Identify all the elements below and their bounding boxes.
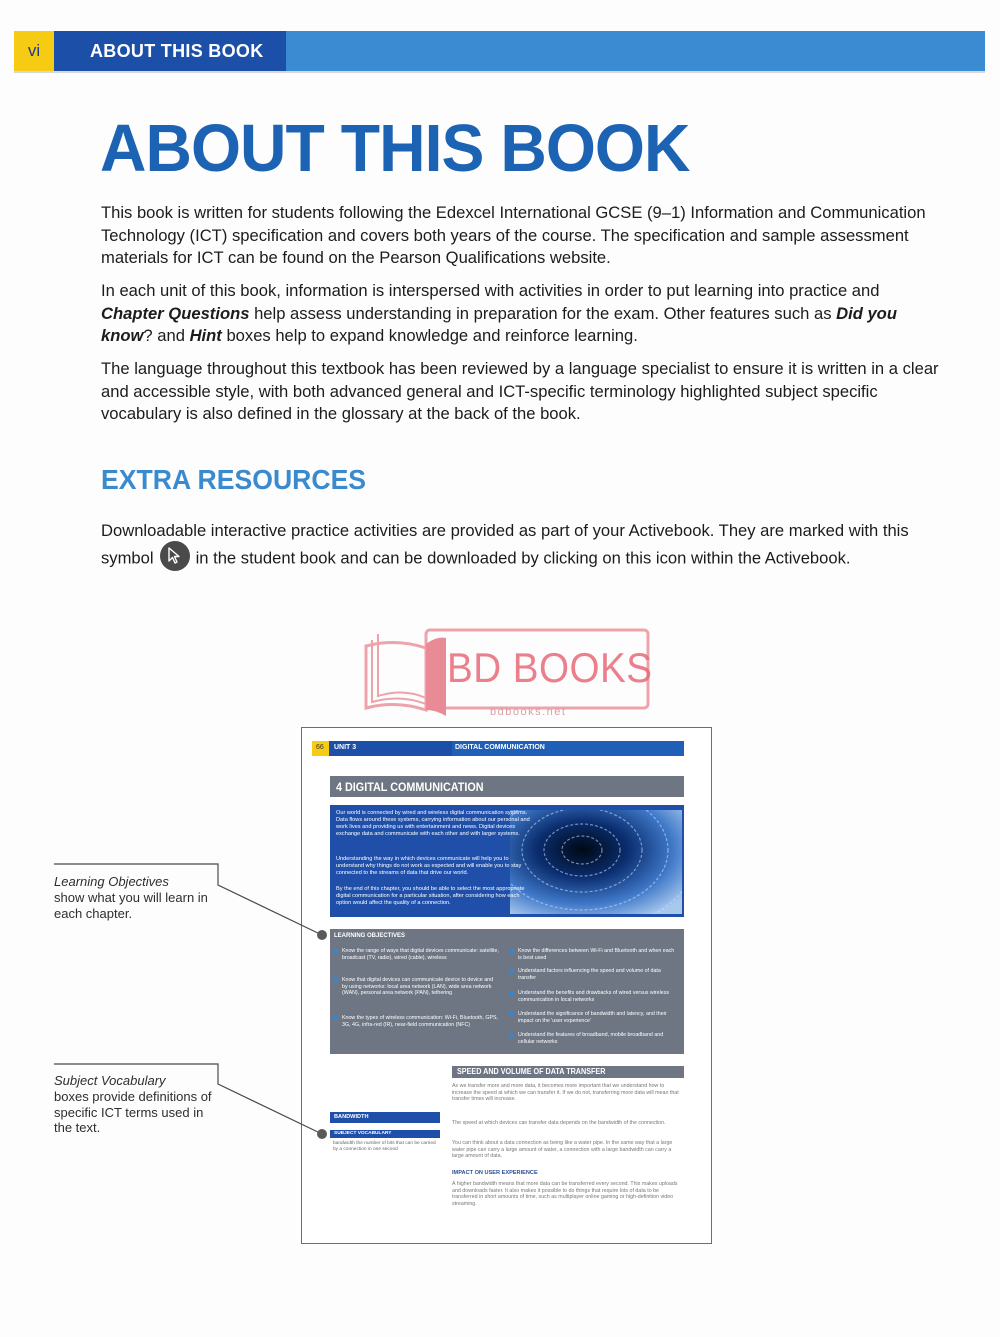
features-text-1: In each unit of this book, information is interspersed with activities in order to put learning into practice and bbox=[101, 281, 880, 300]
page-number: vi bbox=[27, 41, 41, 60]
learning-objectives-callout bbox=[54, 874, 224, 921]
running-header-title: ABOUT THIS BOOK bbox=[90, 41, 264, 61]
features-text-4: boxes help to expand knowledge and reinforce learning. bbox=[221, 326, 638, 346]
subject-vocabulary-callout bbox=[54, 1073, 224, 1136]
extra-resources-heading: EXTRA RESOURCES bbox=[101, 464, 367, 495]
sample-speed-text-3: You can think about a data connection as being like a water pipe. In the same way that a large water pipe can carry a large amount of water, a connection with a large bandwidth can carry a large amount of data. bbox=[452, 1140, 673, 1159]
sample-bandwidth-label: BANDWIDTH bbox=[334, 1114, 369, 1120]
features-text-2: help assess understanding in preparation for the exam. Other features such as bbox=[249, 303, 837, 323]
did-you-know-term: Did you know bbox=[101, 303, 897, 346]
learning-objective-item: Know that digital devices can communicate device to device and by using networks: local area network (LAN), wide area network (WAN), personal area network (PAN), tethering bbox=[334, 977, 500, 997]
callout-lead: Learning Objectives bbox=[54, 874, 169, 889]
sample-intro-paragraph-1: Our world is connected by wired and wireless digital communication systems. Data flows around these systems, carrying information about our personal and work lives and providing us with entertainment and news. Digital devices exchange data and communicate with each other and with larger systems. bbox=[336, 810, 530, 837]
sample-speed-section-title: SPEED AND VOLUME OF DATA TRANSFER bbox=[457, 1067, 606, 1076]
learning-objective-item: Know the differences between Wi-Fi and Bluetooth and when each is best used bbox=[510, 948, 676, 961]
sample-intro-paragraph-2: Understanding the way in which devices communicate will help you to understand why things do not work as expected and will enable you to stay connected to the streams of data that drive our world. bbox=[336, 856, 522, 876]
callout-lead: Subject Vocabulary bbox=[54, 1073, 166, 1088]
extra-resources-text-2: in the student book and can be downloaded by clicking on this icon within the Activebook. bbox=[195, 548, 851, 568]
chapter-questions-term: Chapter Questions bbox=[101, 303, 250, 323]
language-paragraph: The language throughout this textbook has been reviewed by a language specialist to ensure it is written in a clear and accessible style, with both advanced general and ICT-specific terminology highlighted subject specific vocabulary is also defined in the glossary at the back of the book. bbox=[101, 359, 939, 424]
sample-page-number: 66 bbox=[316, 744, 324, 751]
page-title: ABOUT THIS BOOK bbox=[100, 111, 690, 186]
sample-intro-paragraph-3: By the end of this chapter, you should be able to select the most appropriate digital communication for a particular situation, after considering how each option would affect the quality of a connection. bbox=[336, 886, 525, 906]
intro-paragraph: This book is written for students following the Edexcel International GCSE (9–1) Information and Communication Technology (ICT) specification and covers both years of the course. The specification and sample assessment materials for ICT can be found on the Pearson Qualifications website. bbox=[101, 203, 926, 268]
learning-objective-item: Understand the benefits and drawbacks of wired versus wireless communication in local networks bbox=[510, 990, 676, 1003]
sample-section-header: DIGITAL COMMUNICATION bbox=[455, 744, 545, 751]
callout-text: boxes provide definitions of specific ICT terms used in the text. bbox=[54, 1088, 212, 1136]
sample-impact-text: A higher bandwidth means that more data can be transferred every second. This makes uploads and downloads faster. It also makes it possible to do things that require lots of data to be transferred in short amounts of time, such as multiplayer online gaming or high-definition video streaming. bbox=[452, 1181, 678, 1207]
sample-chapter-title: 4 DIGITAL COMMUNICATION bbox=[336, 780, 484, 794]
learning-objective-item: Know the range of ways that digital devices communicate: satellite, broadcast (TV, radio), wired (cable), wireless bbox=[334, 948, 500, 961]
learning-objective-item: Understand the significance of bandwidth and latency, and their impact on the 'user experience' bbox=[510, 1011, 676, 1024]
sample-vocabulary-definition: bandwidth the number of bits that can be carried by a connection in one second bbox=[333, 1141, 436, 1152]
watermark-url: bdbooks.net bbox=[490, 706, 567, 718]
learning-objective-item: Understand the features of broadband, mobile broadband and cellular networks bbox=[510, 1032, 676, 1045]
callout-text: show what you will learn in each chapter. bbox=[54, 889, 208, 921]
hint-term: Hint bbox=[189, 326, 222, 346]
sample-speed-text-2: The speed at which devices can transfer data depends on the bandwidth of the connection. bbox=[452, 1120, 666, 1126]
sample-speed-text-1: As we transfer more and more data, it becomes more important that we understand how to increase the speed at which we can transfer it. If we do not, transferring more data will mean that transfer times will increase. bbox=[452, 1083, 679, 1102]
sample-impact-title: IMPACT ON USER EXPERIENCE bbox=[452, 1170, 538, 1176]
watermark-text: BD BOOKS bbox=[447, 644, 653, 691]
learning-objective-item: Know the types of wireless communication: Wi-Fi, Bluetooth, GPS, 3G, 4G, infra-red (IR), near-field communication (NFC) bbox=[334, 1015, 500, 1028]
sample-unit-label: UNIT 3 bbox=[334, 744, 357, 751]
sample-subject-vocabulary-label: SUBJECT VOCABULARY bbox=[334, 1131, 392, 1136]
sample-learning-objectives-title: LEARNING OBJECTIVES bbox=[334, 933, 406, 939]
extra-resources-text-1: Downloadable interactive practice activities are provided as part of your Activebook. They are marked with this symbol bbox=[101, 521, 909, 568]
learning-objective-item: Understand factors influencing the speed and volume of data transfer bbox=[510, 968, 676, 981]
features-text-3: ? and bbox=[143, 326, 190, 346]
